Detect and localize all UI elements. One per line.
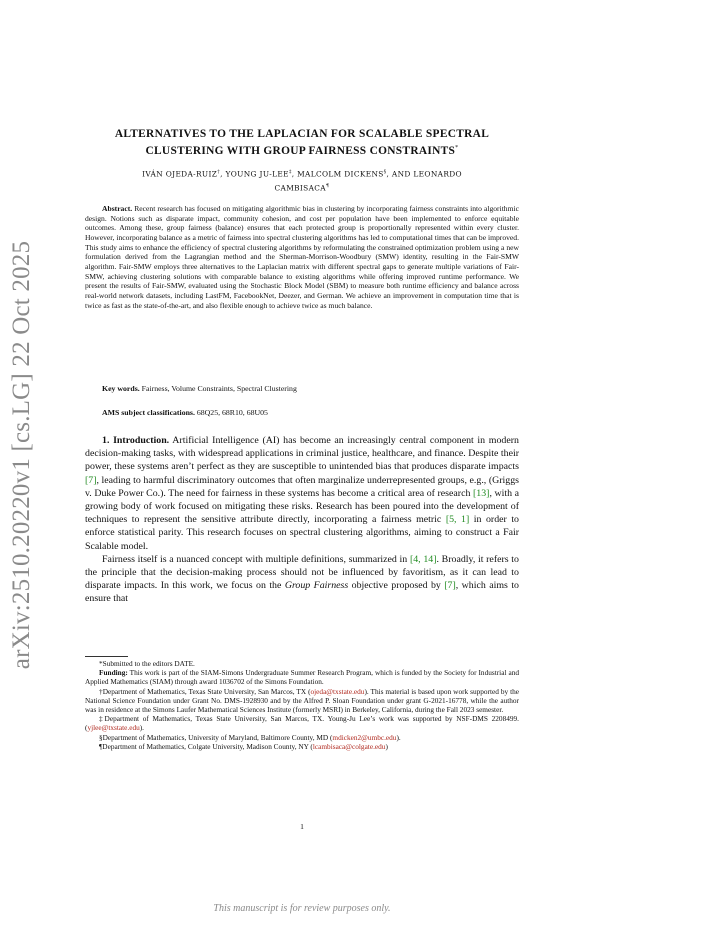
author-footnote-mark[interactable]: § <box>383 169 387 175</box>
author-name: MALCOLM DICKENS <box>297 169 384 179</box>
abstract-text: Recent research has focused on mitigating algorithmic bias in clustering by incorporating fairness constraints into algorithmic design. Notions such as disparate impact, community cohesion, and cost per population have been implemented to enforce equitable outcomes. Among these, group fairness (balance) ensures that each protected group is proportionally represented within every cluster. However, incorporating balance as a metric of fairness into spectral clustering algorithms has led to computational times that can be improved. This study aims to enhance the efficiency of spectral clustering algorithms by reformulating the constrained optimization problem using a new formulation derived from the Lagrangian method and the Sherman-Morrison-Woodbury (SMW) identity, resulting in the Fair-SMW algorithm. Fair-SMW employs three alternatives to the Laplacian matrix with different spectral gaps to generate multiple variations of Fair-SMW, achieving clustering solutions with comparable balance to existing algorithms while offering improved runtime performance. We present the results of Fair-SMW, evaluated using the Stochastic Block Model (SBM) to measure both runtime efficiency and balance across real-world network datasets, including LastFM, FacebookNet, Deezer, and German. We achieve an improvement in computation time that is twice as fast as the state-of-the-art, and also flexible enough to achieve twice as much balance. <box>85 204 519 310</box>
author-footnote-mark[interactable]: ¶ <box>325 183 330 190</box>
keywords-label: Key words. <box>102 384 140 393</box>
page-number: 1 <box>300 822 304 831</box>
citation-link[interactable]: [5, 1] <box>445 514 470 526</box>
intro-paragraph-2: Fairness itself is a nuanced concept with multiple definitions, summarized in [4, 14]. Broadly, it refers to the principle that the decision-making process should not be influenced by favoritism, as it can lead to disparate impacts. In this work, we focus on the Group Fairness objective proposed by [7], which aims to ensure that <box>85 553 519 605</box>
citation-link[interactable]: [7] <box>85 474 97 486</box>
footnote-author-4: ¶Department of Mathematics, Colgate University, Madison County, NY (lcambisaca@colgate.edu) <box>99 741 388 751</box>
abstract <box>85 204 519 310</box>
author-footnote-mark[interactable]: † <box>217 169 221 175</box>
citation-link[interactable]: [4, 14] <box>409 553 437 565</box>
author-line-2 <box>85 180 519 194</box>
footnote-author-3: §Department of Mathematics, University of Maryland, Baltimore County, MD (mdicken2@umbc.edu). <box>99 732 401 742</box>
footnote-author-1: †Department of Mathematics, Texas State University, San Marcos, TX (ojeda@txstate.edu). This material is based upon work supported by the National Science Foundation under Grant No. DMS-1928930 and by the Alfred P. Sloan Foundation under grant G-2021-16778, while the author was in residence at the Simons Laufer Mathematical Sciences Institute (formerly MSRI) in Berkeley, California, during the Fall 2023 semester. <box>85 686 519 715</box>
introduction-section <box>85 434 519 606</box>
keywords <box>102 384 536 393</box>
ams-label: AMS subject classifications. <box>102 408 195 417</box>
ams-text: 68Q25, 68R10, 68U05 <box>196 408 268 417</box>
paper-title <box>85 128 519 158</box>
ams-classifications <box>102 408 536 417</box>
author-name: IVÁN OJEDA-RUIZ <box>142 169 218 179</box>
author-name: CAMBISACA <box>274 183 326 193</box>
review-watermark: This manuscript is for review purposes only. <box>213 903 391 914</box>
author-line-1: IVÁN OJEDA-RUIZ†, YOUNG JU-LEE‡, MALCOLM DICKENS§, AND LEONARDO <box>142 169 462 179</box>
email-link[interactable]: mdicken2@umbc.edu <box>332 732 397 742</box>
emphasis-text: Group Fairness <box>284 580 349 592</box>
abstract-heading: Abstract. <box>102 204 133 213</box>
section-heading: 1. Introduction. <box>102 435 170 446</box>
footnotes <box>85 659 519 751</box>
citation-link[interactable]: [7] <box>444 580 456 592</box>
citation-link[interactable]: [13] <box>472 487 490 499</box>
intro-paragraph-1: 1. Introduction. Artificial Intelligence (AI) has become an increasingly central component in modern decision-making tasks, with widespread applications in criminal justice, healthcare, and finance. Despite their power, these systems aren’t perfect as they are susceptible to unintended bias that produces disparate impacts [7], leading to harmful discriminatory outcomes that often marginalize underrepresented groups, e.g., (Griggs v. Duke Power Co.). The need for fairness in these systems has become a critical area of research [13], with a growing body of work focused on mitigating these risks. Research has been poured into the development of techniques to represent the sensitive attribute directly, incorporating a fairness metric [5, 1] in order to enforce statistical parity. This research focuses on spectral clustering algorithms, aiming to construct a Fair Scalable model. <box>85 435 519 552</box>
arxiv-identifier[interactable]: arXiv:2510.20220v1 [cs.LG] 22 Oct 2025 <box>8 240 35 670</box>
footnote-submitted: *Submitted to the editors DATE. <box>99 659 195 668</box>
title-footnote-mark[interactable]: * <box>455 144 459 151</box>
author-list <box>85 166 519 195</box>
keywords-text: Fairness, Volume Constraints, Spectral Clustering <box>141 384 297 393</box>
email-link[interactable]: lcambisaca@colgate.edu <box>312 741 386 751</box>
author-name: YOUNG JU-LEE <box>225 169 289 179</box>
email-link[interactable]: yjlee@txstate.edu <box>87 723 140 733</box>
email-link[interactable]: ojeda@txstate.edu <box>310 686 365 696</box>
title-line-2: CLUSTERING WITH GROUP FAIRNESS CONSTRAINTS* <box>145 144 459 157</box>
footnote-funding: Funding: This work is part of the SIAM-Simons Undergraduate Summer Research Program, which is funded by the Society for Industrial and Applied Mathematics (SIAM) through award 1036702 of the Simons Foundation. <box>85 668 519 687</box>
author-conjunction: , AND LEONARDO <box>386 169 462 179</box>
footnote-author-2: ‡Department of Mathematics, Texas State University, San Marcos, TX. Young-Ju Lee’s work was supported by NSF-DMS 2208499. (yjlee@txstate.edu). <box>85 714 519 733</box>
title-line-1: ALTERNATIVES TO THE LAPLACIAN FOR SCALABLE SPECTRAL <box>114 128 490 140</box>
footnote-divider <box>85 656 128 657</box>
author-footnote-mark[interactable]: ‡ <box>288 169 292 175</box>
